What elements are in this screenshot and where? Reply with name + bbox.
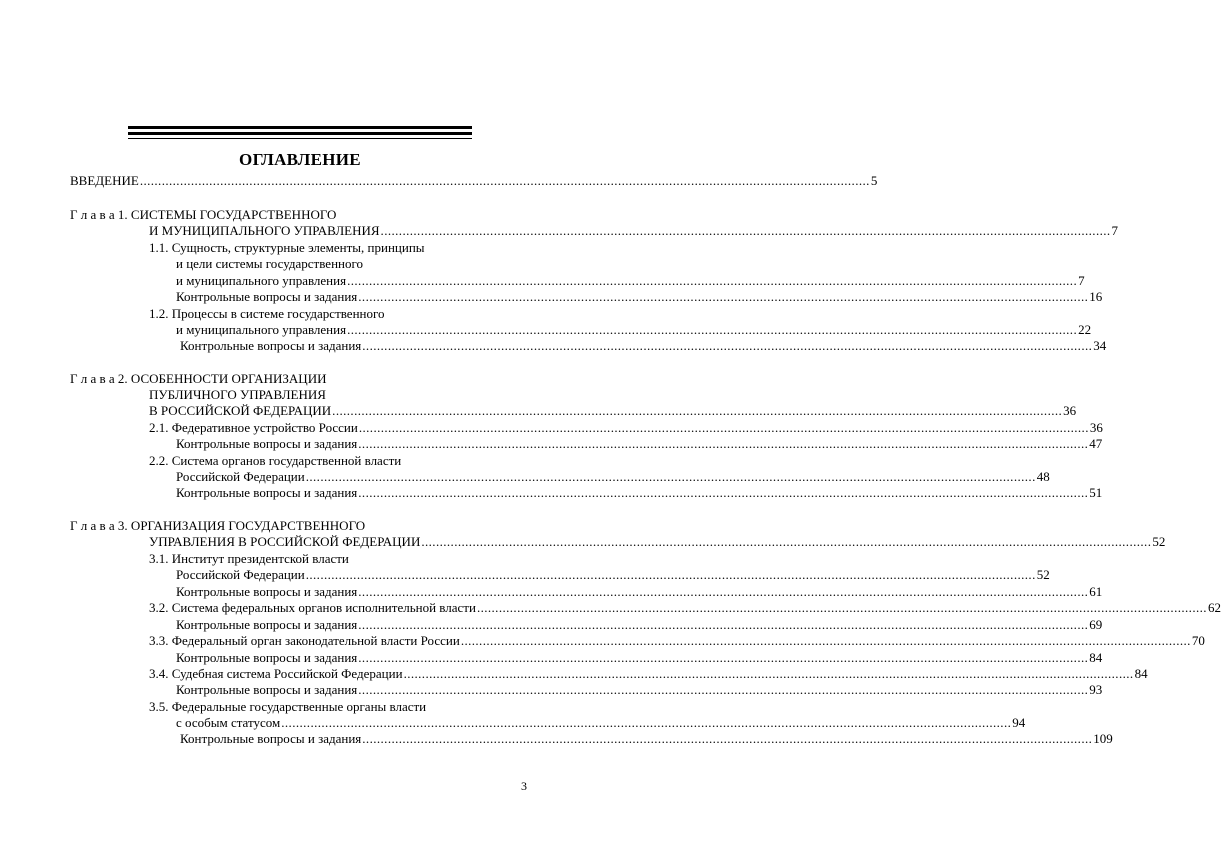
toc-entry-title: Российской Федерации [176, 567, 305, 582]
toc-entry [176, 469, 1050, 485]
toc-leader-dots: ........................................................................................................................................................................................................ [358, 420, 1089, 435]
toc-entry-page: 34 [1093, 338, 1107, 353]
toc-entry-title: Контрольные вопросы и задания [180, 731, 362, 746]
toc-entry-title: Контрольные вопросы и задания [176, 650, 358, 665]
toc-entry-page: 36 [1089, 420, 1103, 435]
toc-entry-page: 7 [1111, 223, 1119, 238]
toc-entry [176, 567, 1050, 583]
toc-entry-title: 3.5. Федеральные государственные органы власти [149, 699, 427, 714]
toc-entry-page: 16 [1089, 289, 1103, 304]
toc-entry [180, 731, 1113, 747]
toc-leader-dots: ........................................................................................................................................................................................................ [403, 666, 1134, 681]
toc-entry-title: УПРАВЛЕНИЯ В РОССИЙСКОЙ ФЕДЕРАЦИИ [149, 534, 421, 549]
toc-entry-page: 69 [1089, 617, 1103, 632]
toc-entry-title: с особым статусом [176, 715, 281, 730]
toc-entry-title: Г л а в а 2. ОСОБЕННОСТИ ОРГАНИЗАЦИИ [70, 371, 327, 386]
toc-entry-page: 93 [1089, 682, 1103, 697]
toc-entry-title: 2.2. Система органов государственной власти [149, 453, 402, 468]
toc-entry-page: 84 [1134, 666, 1148, 681]
toc-leader-dots: ........................................................................................................................................................................................................ [476, 600, 1207, 615]
toc-entry [149, 403, 1077, 419]
toc-entry [149, 453, 401, 469]
toc-leader-dots: ........................................................................................................................................................................................................ [358, 436, 1089, 451]
toc-entry [149, 240, 425, 256]
toc-leader-dots: ........................................................................................................................................................................................................ [358, 682, 1089, 697]
toc-entry-title: Контрольные вопросы и задания [176, 436, 358, 451]
decorative-rule-middle [128, 132, 472, 135]
toc-entry [176, 682, 1103, 698]
toc-entry [149, 420, 1103, 436]
toc-entry [149, 600, 1221, 616]
toc-entry [176, 617, 1103, 633]
toc-entry-page: 48 [1036, 469, 1050, 484]
toc-entry [70, 371, 326, 387]
toc-entry-title: Контрольные вопросы и задания [176, 289, 358, 304]
toc-leader-dots: ........................................................................................................................................................................................................ [347, 273, 1078, 288]
toc-leader-dots: ........................................................................................................................................................................................................ [358, 584, 1089, 599]
toc-entry [176, 485, 1103, 501]
toc-entry [149, 306, 385, 322]
toc-entry-title: ВВЕДЕНИЕ [70, 173, 139, 188]
toc-entry-title: Контрольные вопросы и задания [176, 617, 358, 632]
toc-entry-title: Г л а в а 1. СИСТЕМЫ ГОСУДАРСТВЕННОГО [70, 207, 337, 222]
toc-entry-title: Г л а в а 3. ОРГАНИЗАЦИЯ ГОСУДАРСТВЕННОГО [70, 518, 366, 533]
toc-leader-dots: ........................................................................................................................................................................................................ [139, 173, 870, 188]
toc-entry [149, 699, 426, 715]
toc-entry [176, 289, 1103, 305]
toc-leader-dots: ........................................................................................................................................................................................................ [358, 289, 1089, 304]
page-number: 3 [521, 779, 527, 793]
toc-entry-page: 51 [1089, 485, 1103, 500]
toc-entry [149, 223, 1119, 239]
toc-leader-dots: ........................................................................................................................................................................................................ [347, 322, 1078, 337]
toc-entry [70, 518, 365, 534]
decorative-rule-top [128, 126, 472, 129]
toc-entry [149, 666, 1148, 682]
toc-entry-page: 22 [1078, 322, 1092, 337]
toc-entry-title: Контрольные вопросы и задания [176, 584, 358, 599]
toc-entry-page: 52 [1036, 567, 1050, 582]
toc-entry-page: 94 [1012, 715, 1026, 730]
toc-leader-dots: ........................................................................................................................................................................................................ [305, 567, 1036, 582]
toc-entry-title: и цели системы государственного [176, 256, 363, 271]
toc-entry-title: 3.1. Институт президентской власти [149, 551, 349, 566]
toc-entry-title: Контрольные вопросы и задания [176, 485, 358, 500]
toc-entry-title: 2.1. Федеративное устройство России [149, 420, 358, 435]
toc-entry [176, 584, 1103, 600]
toc-entry-page: 7 [1078, 273, 1085, 288]
toc-entry-title: и муниципального управления [176, 322, 347, 337]
toc-entry-title: 1.1. Сущность, структурные элементы, принципы [149, 240, 425, 255]
toc-entry-title: 3.2. Система федеральных органов исполнительной власти [149, 600, 476, 615]
toc-entry [176, 715, 1026, 731]
toc-entry [176, 256, 363, 272]
toc-entry-page: 70 [1191, 633, 1205, 648]
toc-entry [176, 322, 1092, 338]
toc-leader-dots: ........................................................................................................................................................................................................ [421, 534, 1152, 549]
toc-entry-page: 52 [1152, 534, 1166, 549]
toc-entry-page: 84 [1089, 650, 1103, 665]
toc-leader-dots: ........................................................................................................................................................................................................ [362, 731, 1093, 746]
toc-entry [176, 273, 1085, 289]
toc-leader-dots: ........................................................................................................................................................................................................ [305, 469, 1036, 484]
toc-entry [149, 387, 326, 403]
toc-entry-title: и муниципального управления [176, 273, 347, 288]
toc-leader-dots: ........................................................................................................................................................................................................ [281, 715, 1012, 730]
toc-leader-dots: ........................................................................................................................................................................................................ [362, 338, 1093, 353]
toc-entry-title: Контрольные вопросы и задания [180, 338, 362, 353]
toc-leader-dots: ........................................................................................................................................................................................................ [460, 633, 1191, 648]
toc-entry [149, 551, 349, 567]
toc-entry-title: В РОССИЙСКОЙ ФЕДЕРАЦИИ [149, 403, 332, 418]
toc-leader-dots: ........................................................................................................................................................................................................ [358, 485, 1089, 500]
page-title: ОГЛАВЛЕНИЕ [239, 150, 361, 169]
toc-entry-page: 109 [1093, 731, 1113, 746]
toc-entry-page: 5 [870, 173, 878, 188]
toc-entry-title: ПУБЛИЧНОГО УПРАВЛЕНИЯ [149, 387, 326, 402]
toc-entry-title: 3.4. Судебная система Российской Федерации [149, 666, 403, 681]
toc-entry [180, 338, 1107, 354]
toc-entry [149, 633, 1205, 649]
toc-entry-title: И МУНИЦИПАЛЬНОГО УПРАВЛЕНИЯ [149, 223, 380, 238]
toc-leader-dots: ........................................................................................................................................................................................................ [358, 650, 1089, 665]
toc-entry [176, 650, 1103, 666]
toc-leader-dots: ........................................................................................................................................................................................................ [332, 403, 1063, 418]
toc-entry-page: 36 [1063, 403, 1077, 418]
toc-entry-page: 47 [1089, 436, 1103, 451]
toc-entry-page: 62 [1207, 600, 1221, 615]
decorative-rule-bottom [128, 138, 472, 139]
toc-entry-title: 3.3. Федеральный орган законодательной власти России [149, 633, 460, 648]
toc-entry-title: Контрольные вопросы и задания [176, 682, 358, 697]
toc-leader-dots: ........................................................................................................................................................................................................ [358, 617, 1089, 632]
toc-entry [70, 207, 336, 223]
toc-entry [176, 436, 1103, 452]
toc-entry [70, 173, 878, 189]
toc-entry-page: 61 [1089, 584, 1103, 599]
toc-entry-title: Российской Федерации [176, 469, 305, 484]
toc-leader-dots: ........................................................................................................................................................................................................ [380, 223, 1111, 238]
toc-entry [149, 534, 1166, 550]
toc-entry-title: 1.2. Процессы в системе государственного [149, 306, 385, 321]
